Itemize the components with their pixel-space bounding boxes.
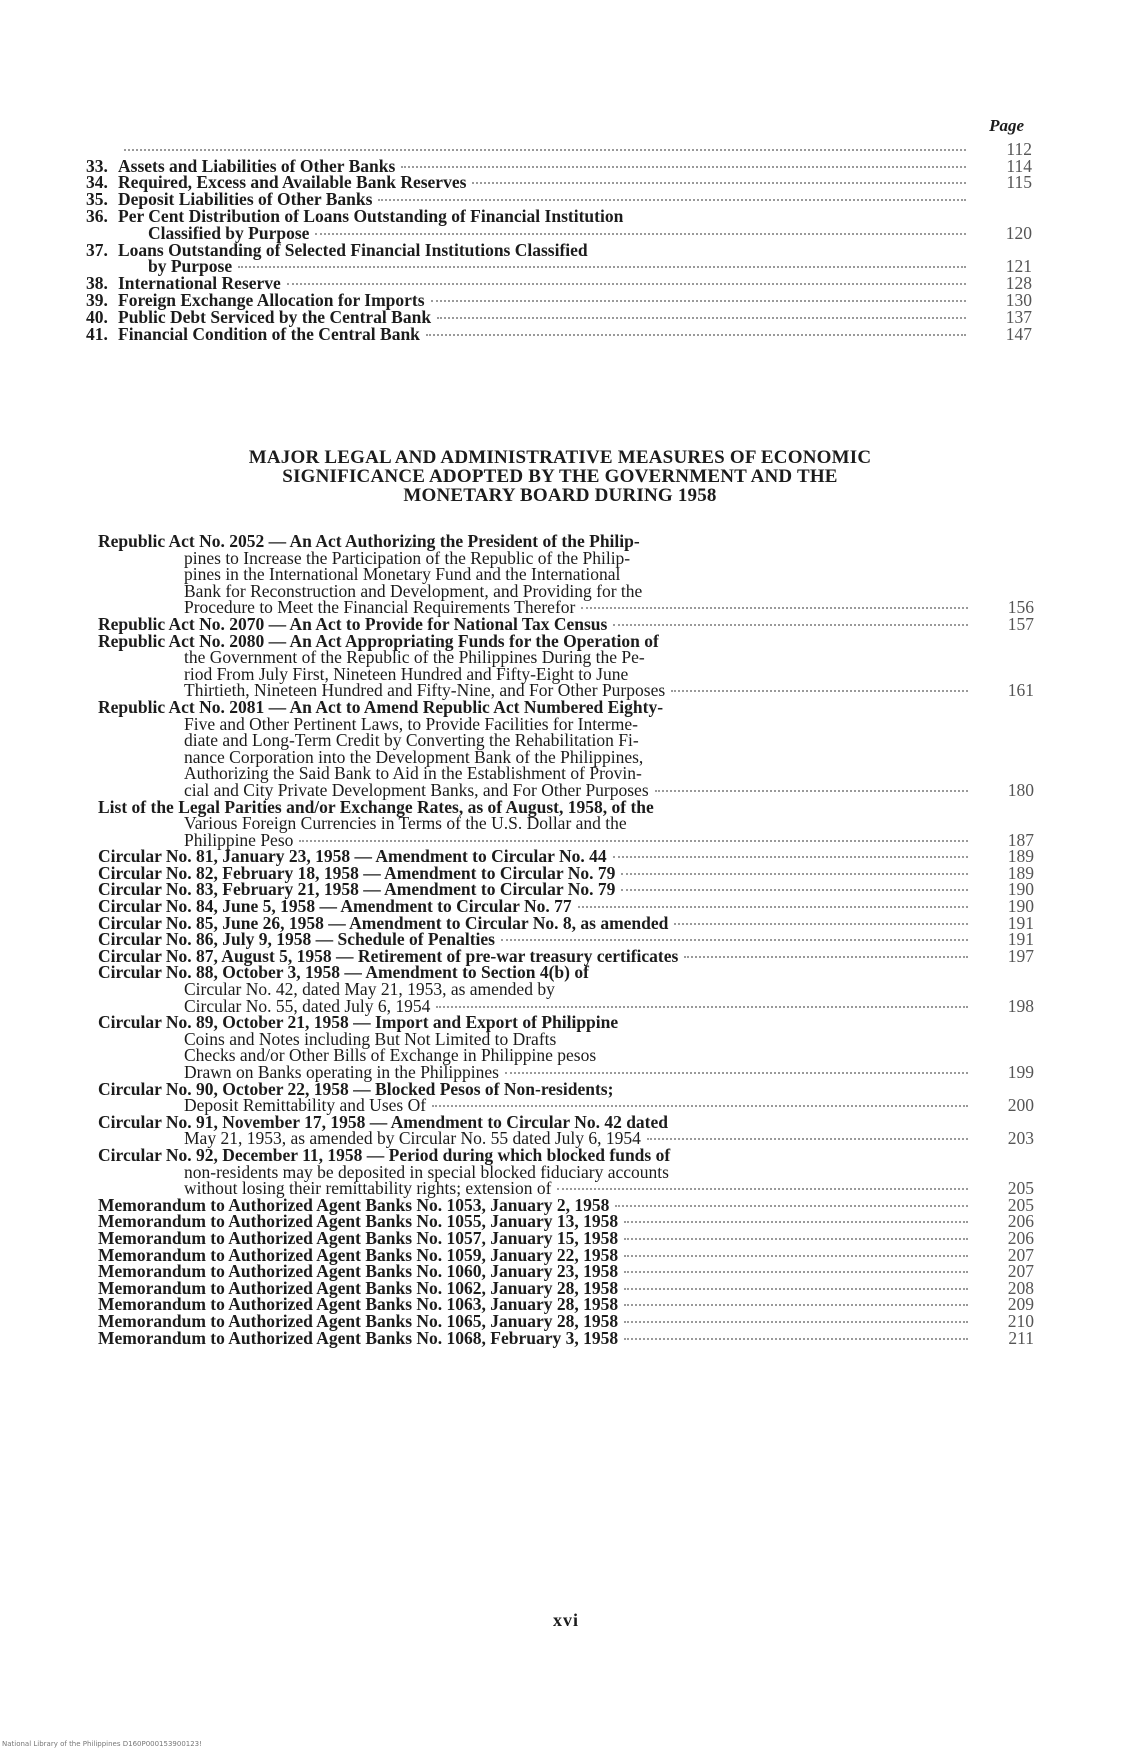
measure-text: Various Foreign Currencies in Terms of the U.S. Dollar and the (184, 813, 627, 834)
measure-text: Memorandum to Authorized Agent Banks No. 1057, January 15, 1958 (98, 1227, 619, 1248)
leader-dots (401, 166, 966, 168)
leader-dots (613, 624, 968, 626)
measure-text: Bank for Reconstruction and Development, and Providing for the (184, 580, 643, 601)
table-entry-title: Deposit Liabilities of Other Banks (118, 189, 373, 210)
leader-dots (315, 233, 966, 235)
table-entry-page: 147 (1005, 323, 1032, 344)
leader-dots (624, 1255, 968, 1257)
measure-line (98, 1310, 1034, 1331)
leader-dots (299, 840, 968, 842)
measure-text: Drawn on Banks operating in the Philippines (184, 1062, 499, 1082)
section-heading-line-2: SIGNIFICANCE ADOPTED BY THE GOVERNMENT AND THE (282, 466, 838, 487)
measure-text: Five and Other Pertinent Laws, to Provide Facilities for Interme- (184, 713, 638, 734)
leader-dots (615, 1205, 968, 1207)
table-entry-title: Assets and Liabilities of Other Banks (118, 155, 396, 176)
measure-entry (98, 964, 1034, 1014)
leader-dots (624, 1321, 968, 1323)
leader-dots (624, 1271, 968, 1273)
measure-text: May 21, 1953, as amended by Circular No. 55 dated July 6, 1954 (184, 1128, 641, 1149)
leader-dots (437, 317, 966, 319)
measure-text: Procedure to Meet the Financial Requirements Therefor (184, 597, 576, 618)
leader-dots (431, 300, 966, 302)
measure-page: 197 (1007, 945, 1034, 966)
table-entry-page: 114 (1006, 155, 1032, 176)
measure-text: cial and City Private Development Banks, and For Other Purposes (184, 779, 649, 800)
measures-list (98, 533, 1034, 1346)
leader-dots (671, 690, 968, 692)
table-entry-page: 130 (1005, 289, 1032, 310)
measure-text: Circular No. 90, October 22, 1958 — Blocked Pesos of Non-residents; (98, 1078, 614, 1099)
leader-dots (238, 266, 966, 268)
table-entry-number: 40. (86, 306, 108, 327)
section-heading (120, 448, 1000, 505)
measure-text: Memorandum to Authorized Agent Banks No. 1060, January 23, 1958 (98, 1261, 619, 1282)
measure-page: 198 (1007, 995, 1034, 1016)
measure-page: 200 (1007, 1095, 1034, 1116)
measure-text: Memorandum to Authorized Agent Banks No. 1055, January 13, 1958 (98, 1211, 619, 1232)
scan-footnote: National Library of the Philippines D160P000153900123! (2, 1740, 202, 1748)
leader-dots (432, 1105, 968, 1107)
leader-dots (647, 1138, 968, 1140)
measure-entry (98, 1014, 1034, 1080)
measure-entry (98, 696, 1034, 800)
table-entry-number: 39. (86, 289, 108, 310)
measure-text: nance Corporation into the Development Bank of the Philippines, (184, 746, 644, 767)
leader-dots (426, 334, 966, 336)
measure-page: 189 (1007, 862, 1034, 883)
measure-text: Circular No. 83, February 21, 1958 — Amendment to Circular No. 79 (98, 879, 616, 900)
measure-page: 190 (1007, 896, 1034, 917)
page-column-label: Page (989, 116, 1024, 135)
measure-text: Circular No. 84, June 5, 1958 — Amendment to Circular No. 77 (98, 896, 572, 917)
table-entry (86, 323, 1032, 344)
measure-text: Thirtieth, Nineteen Hundred and Fifty-Nine, and For Other Purposes (184, 680, 666, 701)
measure-entry (98, 1310, 1034, 1331)
table-entry-title: Public Debt Serviced by the Central Bank (118, 306, 432, 327)
measure-text: Circular No. 82, February 18, 1958 — Amendment to Circular No. 79 (98, 862, 616, 883)
leader-dots (436, 1006, 968, 1008)
table-entry-number: 33. (86, 155, 108, 176)
measure-page: 157 (1007, 613, 1034, 634)
table-entry-title: Required, Excess and Available Bank Reserves (118, 172, 467, 193)
leader-dots (124, 149, 966, 151)
measure-text: Circular No. 87, August 5, 1958 — Retirement of pre-war treasury certificates (98, 945, 679, 966)
measure-text: Circular No. 91, November 17, 1958 — Amendment to Circular No. 42 dated (98, 1111, 669, 1132)
measure-text: diate and Long-Term Credit by Converting the Rehabilitation Fi- (184, 730, 639, 751)
leader-dots (674, 923, 968, 925)
measure-text: Republic Act No. 2081 — An Act to Amend Republic Act Numbered Eighty- (98, 696, 664, 717)
page-number: xvi (552, 1610, 579, 1630)
measure-text: Republic Act No. 2080 — An Act Appropriating Funds for the Operation of (98, 630, 659, 651)
measure-text: without losing their remittability rights; extension of (184, 1178, 552, 1199)
measure-page: 206 (1007, 1227, 1034, 1248)
measure-page: 180 (1007, 779, 1034, 800)
table-entry-page: 115 (1006, 172, 1032, 193)
table-entry-title: Per Cent Distribution of Loans Outstanding of Financial Institution (118, 205, 624, 226)
measure-page: 199 (1007, 1062, 1034, 1082)
table-entry-title: International Reserve (118, 273, 281, 294)
measure-text: Circular No. 92, December 11, 1958 — Period during which blocked funds of (98, 1144, 671, 1165)
table-entry-title-wrap (118, 153, 972, 155)
table-entry-title-wrap (118, 323, 972, 344)
measure-entry (98, 630, 1034, 701)
table-entry-page: 120 (1005, 222, 1032, 243)
table-entry-title-wrap (118, 239, 972, 260)
leader-dots (624, 1238, 968, 1240)
measure-text: Memorandum to Authorized Agent Banks No. 1068, February 3, 1958 (98, 1327, 619, 1348)
leader-dots (624, 1221, 968, 1223)
table-entry-title: Loans Outstanding of Selected Financial Institutions Classified (118, 239, 588, 260)
measure-page: 207 (1007, 1244, 1034, 1265)
measure-text: Memorandum to Authorized Agent Banks No. 1065, January 28, 1958 (98, 1310, 619, 1331)
leader-dots (578, 906, 968, 908)
table-entry-page: 112 (1006, 138, 1032, 159)
table-entry-page: 137 (1005, 306, 1032, 327)
measure-text: Circular No. 89, October 21, 1958 — Import and Export of Philippine (98, 1012, 619, 1033)
measure-text: Memorandum to Authorized Agent Banks No. 1063, January 28, 1958 (98, 1294, 619, 1315)
measure-text: Deposit Remittability and Uses Of (184, 1095, 427, 1116)
table-entry-number: 36. (86, 205, 108, 226)
measure-text: Coins and Notes including But Not Limited to Drafts (184, 1028, 557, 1049)
measure-text: non-residents may be deposited in special blocked fiduciary accounts (184, 1161, 669, 1182)
measure-text: Circular No. 86, July 9, 1958 — Schedule of Penalties (98, 929, 495, 950)
measure-text: Circular No. 88, October 3, 1958 — Amendment to Section 4(b) of (98, 962, 589, 983)
table-entry-number: 35. (86, 189, 108, 210)
table-entry-number: 38. (86, 273, 108, 294)
table-entry-title: Financial Condition of the Central Bank (118, 323, 420, 344)
leader-dots (472, 182, 966, 184)
measure-line (98, 779, 1034, 800)
measure-page: 208 (1007, 1277, 1034, 1298)
measure-page: 207 (1007, 1261, 1034, 1282)
measure-entry (98, 1144, 1034, 1199)
measure-text: Republic Act No. 2052 — An Act Authorizing the President of the Philip- (98, 531, 640, 551)
measure-text: Memorandum to Authorized Agent Banks No. 1059, January 22, 1958 (98, 1244, 619, 1265)
measure-page: 205 (1007, 1194, 1034, 1215)
leader-dots (613, 856, 968, 858)
measure-text: List of the Legal Parities and/or Exchange Rates, as of August, 1958, of the (98, 796, 654, 817)
measure-entry (98, 1078, 1034, 1116)
measure-entry (98, 1327, 1034, 1348)
leader-dots (287, 283, 966, 285)
measure-text: Circular No. 55, dated July 6, 1954 (184, 995, 431, 1016)
section-heading-line-3: MONETARY BOARD DURING 1958 (403, 485, 717, 506)
table-entry-page: 128 (1005, 273, 1032, 294)
leader-dots (624, 1338, 968, 1340)
leader-dots (581, 607, 968, 609)
measure-page: 210 (1007, 1310, 1034, 1331)
measure-page: 206 (1007, 1211, 1034, 1232)
measure-page: 209 (1007, 1294, 1034, 1315)
measure-page: 203 (1007, 1128, 1034, 1149)
measure-text: Memorandum to Authorized Agent Banks No. 1062, January 28, 1958 (98, 1277, 619, 1298)
measure-text: Philippine Peso (184, 829, 294, 850)
leader-dots (621, 873, 968, 875)
leader-dots (624, 1288, 968, 1290)
table-entry-number: 41. (86, 323, 108, 344)
leader-dots (655, 790, 968, 792)
leader-dots (621, 889, 968, 891)
measure-entry (98, 533, 1034, 616)
table-list (86, 118, 1032, 342)
measure-text: Checks and/or Other Bills of Exchange in Philippine pesos (184, 1045, 597, 1066)
table-entry-number: 37. (86, 239, 108, 260)
measure-page: 190 (1007, 879, 1034, 900)
measure-page: 191 (1007, 929, 1034, 950)
section-heading-line-1: MAJOR LEGAL AND ADMINISTRATIVE MEASURES OF ECONOMIC (248, 447, 872, 468)
measure-line (98, 1327, 1034, 1348)
measure-text: Circular No. 81, January 23, 1958 — Amendment to Circular No. 44 (98, 846, 607, 867)
measure-text: Memorandum to Authorized Agent Banks No. 1053, January 2, 1958 (98, 1194, 610, 1215)
measure-text: Authorizing the Said Bank to Aid in the Establishment of Provin- (184, 763, 642, 784)
table-entry-number: 34. (86, 172, 108, 193)
measure-entry (98, 796, 1034, 850)
measure-text: the Government of the Republic of the Philippines During the Pe- (184, 647, 645, 668)
measure-page: 161 (1007, 680, 1034, 701)
leader-dots (684, 956, 968, 958)
leader-dots (505, 1072, 968, 1074)
measure-page: 156 (1007, 597, 1034, 618)
measure-text: pines in the International Monetary Fund and the International (184, 564, 621, 585)
measure-text: pines to Increase the Participation of the Republic of the Philip- (184, 547, 631, 568)
measure-text: Republic Act No. 2070 — An Act to Provide for National Tax Census (98, 613, 608, 634)
table-entry-title-continued: by Purpose (148, 256, 233, 277)
measure-entry (98, 1111, 1034, 1149)
measure-page: 189 (1007, 846, 1034, 867)
table-list-rows (86, 138, 1032, 344)
measure-text: riod From July First, Nineteen Hundred and Fifty-Eight to June (184, 663, 629, 684)
leader-dots (624, 1304, 968, 1306)
table-entry-page: 121 (1005, 256, 1032, 277)
leader-dots (557, 1188, 968, 1190)
measure-page: 205 (1007, 1178, 1034, 1199)
table-entry-title-continued: Classified by Purpose (148, 222, 310, 243)
leader-dots (501, 939, 968, 941)
measure-page: 191 (1007, 912, 1034, 933)
leader-dots (378, 199, 966, 201)
measure-text: Circular No. 85, June 26, 1958 — Amendment to Circular No. 8, as amended (98, 912, 669, 933)
measure-text: Circular No. 42, dated May 21, 1953, as amended by (184, 979, 555, 1000)
measure-page: 187 (1007, 829, 1034, 850)
table-entry-title: Foreign Exchange Allocation for Imports (118, 289, 425, 310)
measure-page: 211 (1008, 1327, 1034, 1348)
